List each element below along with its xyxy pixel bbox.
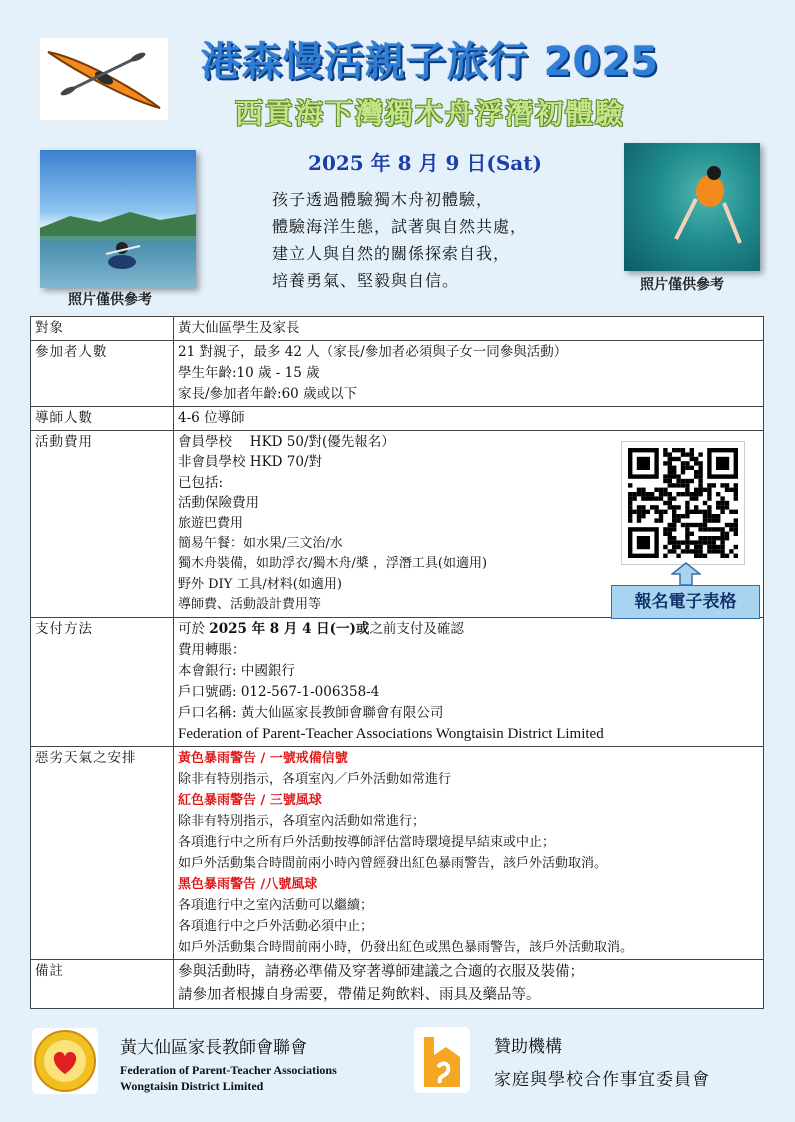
row-value bbox=[174, 617, 764, 746]
table-row bbox=[31, 959, 764, 1008]
black-warning-title: 黑色暴雨警告 /八號風球 bbox=[178, 876, 318, 892]
sponsor-logo bbox=[414, 1027, 470, 1097]
participants-line: 學生年齡:10 歲 - 15 歲 bbox=[178, 365, 320, 381]
payment-deadline bbox=[178, 619, 759, 640]
row-value bbox=[174, 959, 764, 1008]
snorkel-photo bbox=[624, 143, 760, 271]
table-row bbox=[31, 317, 764, 341]
participants-line: 21 對親子，最多 42 人（家長/參加者必須與子女一同參與活動） bbox=[178, 344, 568, 360]
weather-line: 各項進行中之戶外活動必須中止； bbox=[178, 918, 374, 934]
sponsor-label: 贊助機構 bbox=[494, 1037, 562, 1057]
federation-name-en bbox=[120, 1062, 337, 1094]
weather-line: 各項進行中之室內活動可以繼續； bbox=[178, 897, 374, 913]
info-table bbox=[30, 316, 764, 1009]
fee-line: 簡易午餐：如水果/三文治/水 bbox=[178, 536, 343, 552]
kayak-illustration bbox=[40, 38, 168, 120]
page-title: 港森慢活親子旅行 2025 bbox=[200, 39, 660, 85]
federation-name-cn: 黃大仙區家長教師會聯會 bbox=[120, 1038, 307, 1058]
fee-line: 獨木舟裝備，如助浮衣/獨木舟/槳 ，浮潛工具(如適用) bbox=[178, 556, 488, 572]
photo-caption-right: 照片僅供參考 bbox=[640, 277, 724, 293]
fee-line: 旅遊巴費用 bbox=[178, 515, 244, 531]
amber-warning-title: 黃色暴雨警告 / 一號戒備信號 bbox=[178, 750, 348, 766]
photo-caption-left: 照片僅供參考 bbox=[68, 292, 152, 308]
deadline-date: 2025 年 8 月 4 日(一)或 bbox=[209, 620, 370, 637]
fee-line: 野外 DIY 工具/材料(如適用) bbox=[178, 576, 342, 592]
deadline-prefix: 可於 bbox=[178, 620, 210, 637]
row-value bbox=[174, 746, 764, 959]
weather-line: 各項進行中之所有戶外活動按導師評估當時環境提早結束或中止； bbox=[178, 834, 556, 850]
table-row bbox=[31, 746, 764, 959]
red-warning-title: 紅色暴雨警告 / 三號風球 bbox=[178, 792, 322, 808]
kayak-photo bbox=[40, 150, 196, 288]
federation-logo bbox=[32, 1028, 98, 1098]
intro-text bbox=[272, 186, 602, 294]
federation-name-en-line: Wongtaisin District Limited bbox=[120, 1079, 264, 1093]
fee-line: 會員學校 HKD 50/對(優先報名） bbox=[178, 434, 395, 450]
row-label: 對象 bbox=[31, 317, 174, 341]
weather-line: 如戶外活動集合時間前兩小時內曾經發出紅色暴雨警告，該戶外活動取消。 bbox=[178, 855, 608, 871]
sponsor-name: 家庭與學校合作事宜委員會 bbox=[494, 1070, 710, 1090]
row-label: 導師人數 bbox=[31, 407, 174, 431]
page-subtitle: 西貢海下灣獨木舟浮潛初體驗 bbox=[234, 97, 625, 130]
weather-line: 如戶外活動集合時間前兩小時，仍發出紅色或黑色暴雨警告，該戶外活動取消。 bbox=[178, 939, 634, 955]
event-date: 2025 年 8 月 9 日(Sat) bbox=[308, 151, 542, 175]
intro-line: 體驗海洋生態，試著與自然共處， bbox=[272, 217, 528, 236]
fee-line: 已包括: bbox=[178, 474, 224, 491]
participants-line: 家長/參加者年齡:60 歲或以下 bbox=[178, 386, 358, 402]
payment-line: 戶口號碼: 012-567-1-006358-4 bbox=[178, 683, 380, 700]
row-value: 4-6 位導師 bbox=[174, 407, 764, 431]
fee-line: 活動保險費用 bbox=[178, 495, 259, 512]
fee-line: 非會員學校 HKD 70/對 bbox=[178, 454, 322, 471]
row-value: 黃大仙區學生及家長 bbox=[174, 317, 764, 341]
payment-line: 戶口名稱: 黃大仙區家長教師會聯會有限公司 bbox=[178, 704, 444, 721]
federation-name-en-line: Federation of Parent-Teacher Associations bbox=[120, 1063, 337, 1077]
table-row bbox=[31, 407, 764, 431]
intro-line: 培養勇氣、堅毅與自信。 bbox=[272, 271, 460, 290]
weather-line: 除非有特別指示，各項室內活動如常進行； bbox=[178, 813, 426, 829]
row-label: 活動費用 bbox=[31, 431, 174, 618]
row-value bbox=[174, 341, 764, 407]
intro-line: 孩子透過體驗獨木舟初體驗， bbox=[272, 190, 494, 209]
account-name-en: Federation of Parent-Teacher Associations Wongtaisin District Limited bbox=[178, 725, 604, 742]
table-row bbox=[31, 341, 764, 407]
intro-line: 建立人與自然的關係探索自我， bbox=[272, 244, 511, 263]
payment-line: 費用轉賬： bbox=[178, 641, 246, 658]
weather-line: 除非有特別指示，各項室內／戶外活動如常進行 bbox=[178, 771, 452, 787]
deadline-suffix: 之前支付及確認 bbox=[369, 620, 464, 637]
remarks-line: 請參加者根據自身需要，帶備足夠飲料、雨具及藥品等。 bbox=[178, 986, 541, 1003]
fee-line: 導師費、活動設計費用等 bbox=[178, 597, 322, 613]
row-label: 惡劣天氣之安排 bbox=[31, 746, 174, 959]
table-row bbox=[31, 617, 764, 746]
registration-qr-code[interactable] bbox=[621, 441, 745, 565]
row-label: 參加者人數 bbox=[31, 341, 174, 407]
payment-line: 本會銀行: 中國銀行 bbox=[178, 662, 295, 679]
remarks-line: 參與活動時，請務必準備及穿著導師建議之合適的衣服及裝備； bbox=[178, 963, 584, 980]
row-label: 備註 bbox=[31, 959, 174, 1008]
row-label: 支付方法 bbox=[31, 617, 174, 746]
registration-form-button[interactable]: 報名電子表格 bbox=[611, 585, 760, 619]
